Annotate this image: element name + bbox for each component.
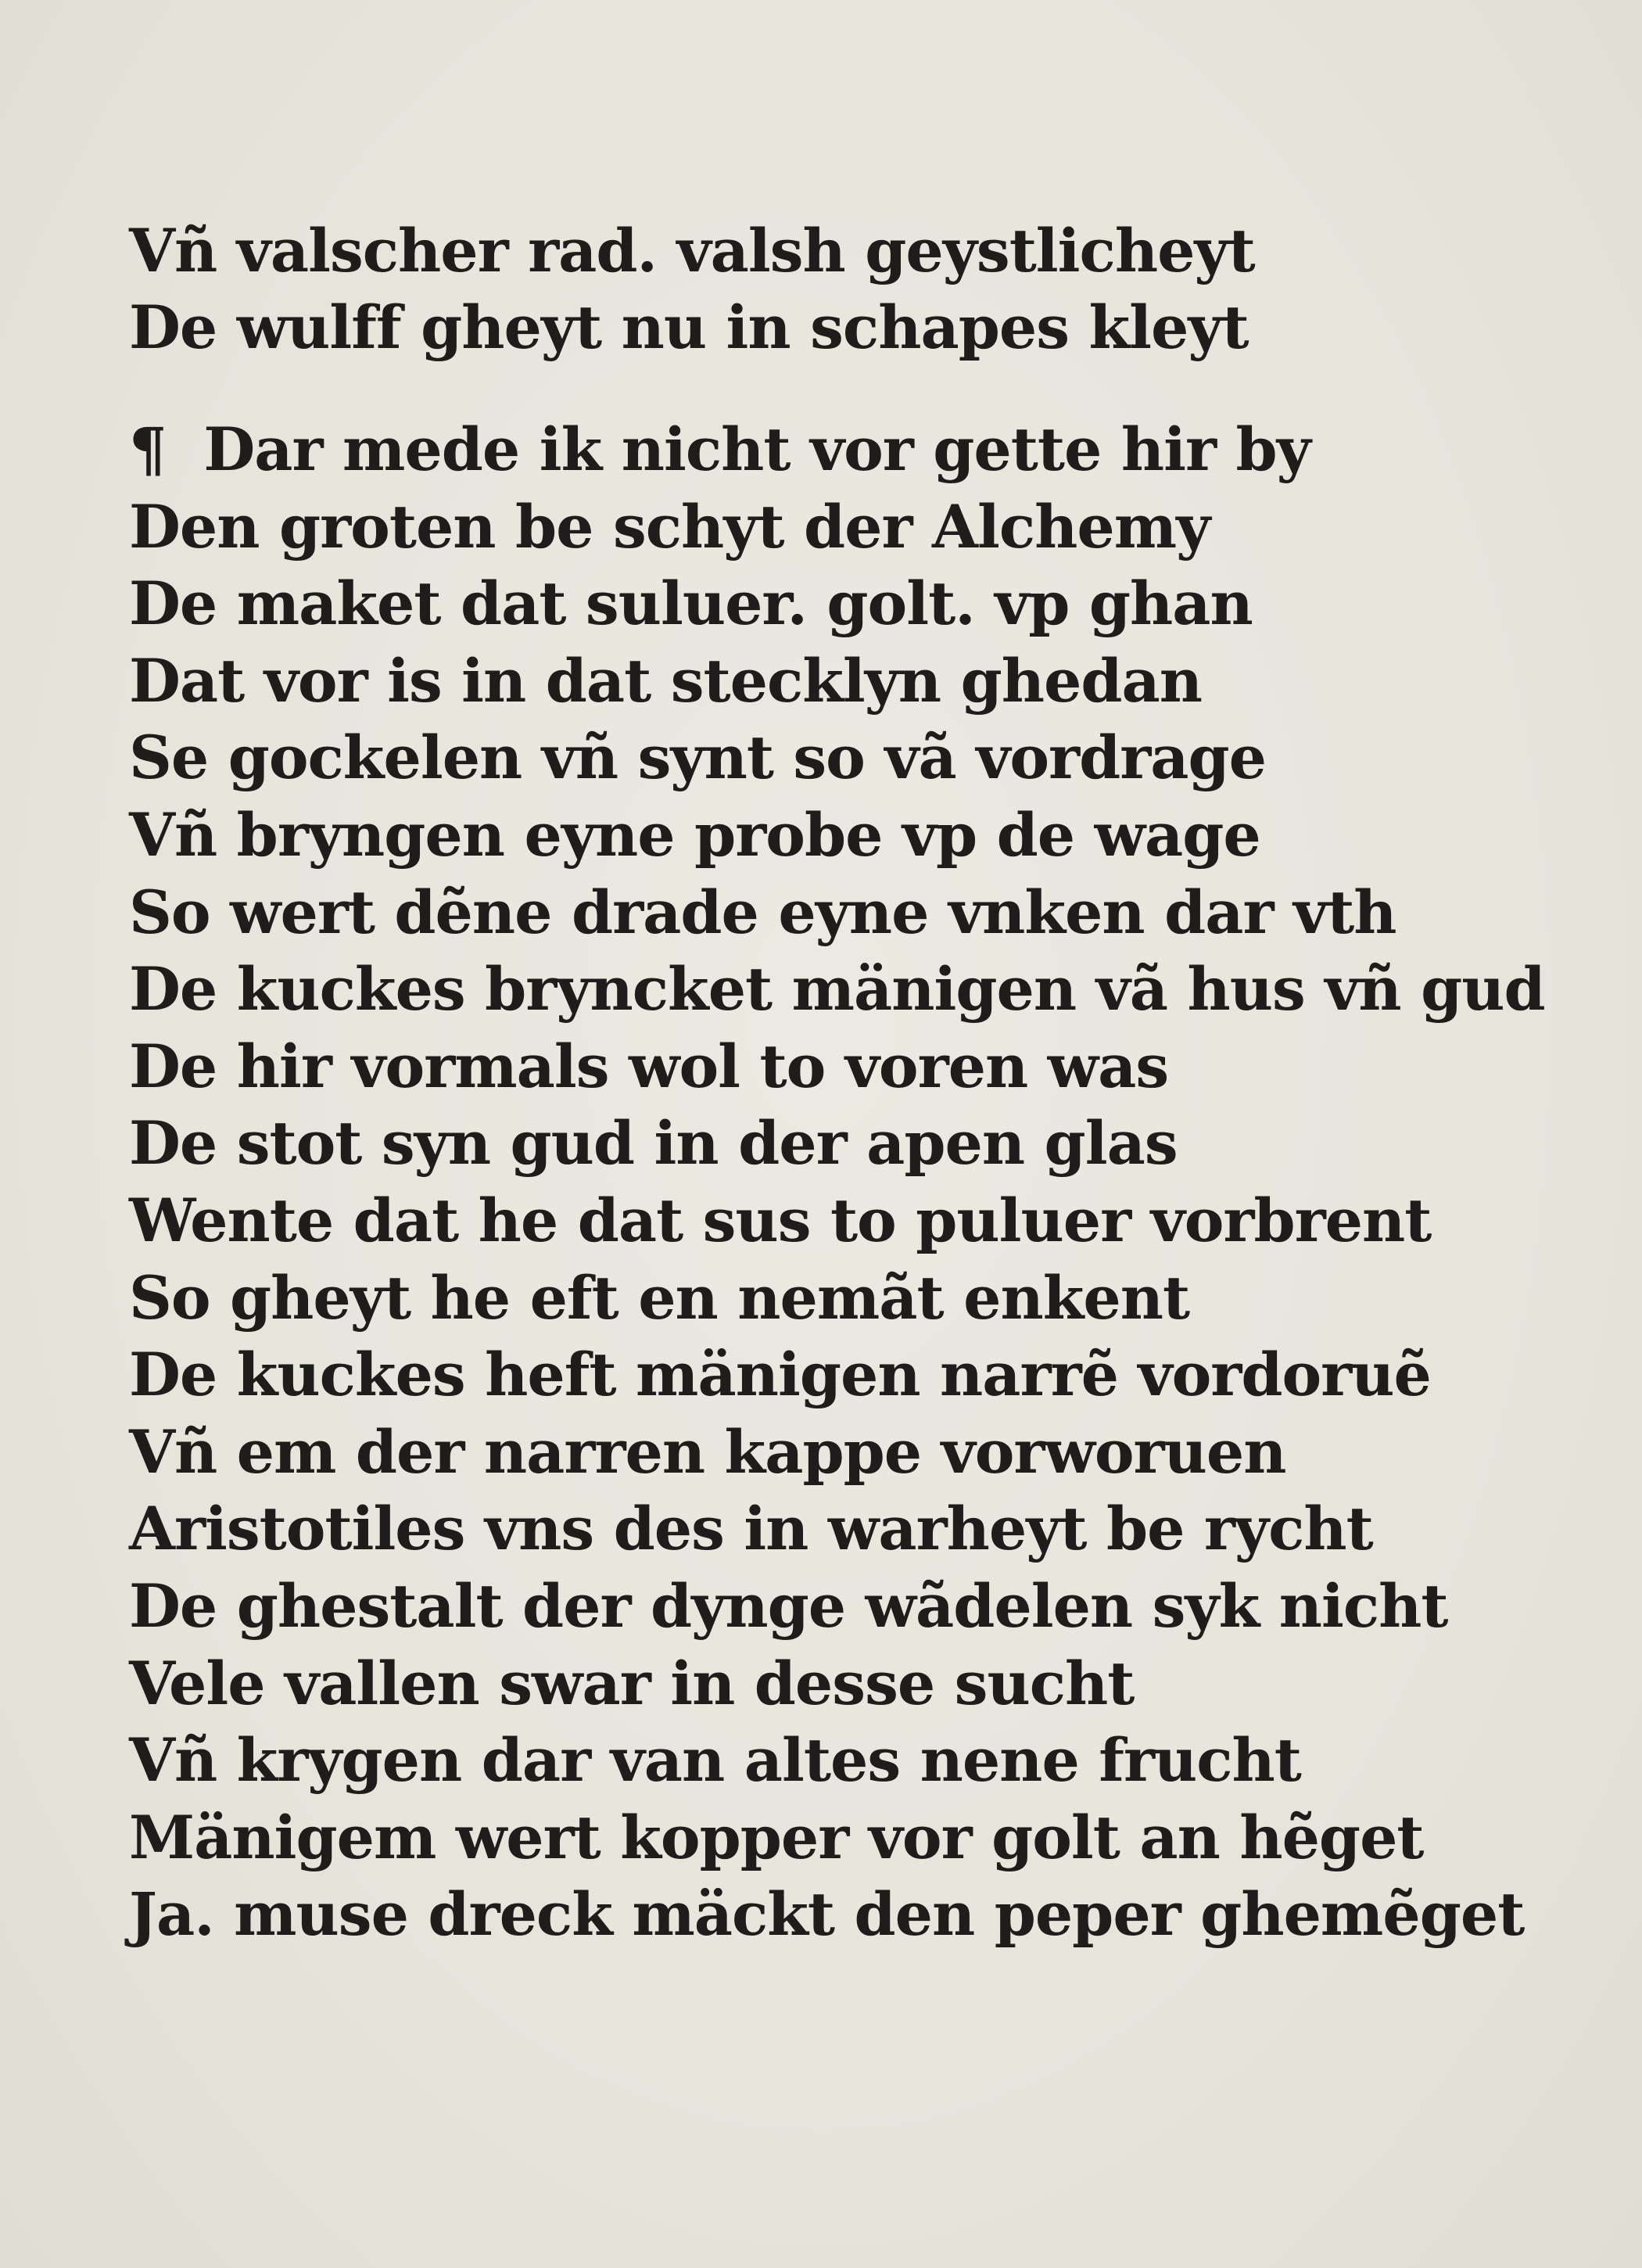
stanza-1	[129, 213, 1536, 366]
verse-line: Ja. muse dreck mäckt den peper ghemẽget	[129, 1879, 1525, 1950]
verse-line: Vñ em der narren kappe vorworuen	[129, 1416, 1286, 1487]
verse-line-first-text: Dar mede ik nicht vor gette hir by	[203, 414, 1310, 484]
verse-line: De stot syn gud in der apen glas	[129, 1108, 1178, 1179]
verse-line: De wulff gheyt nu in schapes kleyt	[129, 292, 1249, 362]
verse-line: Se gockelen vñ synt so vã vordrage	[129, 723, 1267, 793]
verse-line: De hir vormals wol to voren was	[129, 1031, 1169, 1101]
verse-line: Vñ bryngen eyne probe vp de wage	[129, 799, 1260, 870]
verse-text	[129, 213, 1545, 1954]
verse-line: De maket dat suluer. golt. vp ghan	[129, 569, 1253, 639]
verse-line: Aristotiles vns des in warheyt be rycht	[129, 1494, 1373, 1564]
verse-line-first	[129, 411, 1536, 489]
verse-line: Vñ valscher rad. valsh geystlicheyt	[129, 216, 1255, 285]
verse-line: So wert dẽne drade eyne vnken dar vth	[129, 877, 1396, 947]
stanza-2	[129, 411, 1545, 1954]
verse-line: De kuckes bryncket mänigen vã hus vñ gud	[129, 954, 1545, 1025]
verse-line: De kuckes heft mänigen narrẽ vordoruẽ	[129, 1340, 1431, 1410]
verse-line: Den groten be schyt der Alchemy	[129, 491, 1210, 562]
verse-line: Wente dat he dat sus to puluer vorbrent	[129, 1185, 1432, 1255]
verse-line: Vele vallen swar in desse sucht	[129, 1648, 1135, 1718]
verse-line: De ghestalt der dynge wãdelen syk nicht	[129, 1570, 1448, 1641]
verse-line: So gheyt he eft en nemãt enkent	[129, 1262, 1190, 1333]
verse-line: Dat vor is in dat stecklyn ghedan	[129, 645, 1203, 716]
pilcrow-mark: ¶	[129, 414, 167, 484]
verse-line: Vñ krygen dar van altes nene frucht	[129, 1725, 1301, 1796]
verse-line: Mänigem wert kopper vor golt an hẽget	[129, 1802, 1424, 1872]
